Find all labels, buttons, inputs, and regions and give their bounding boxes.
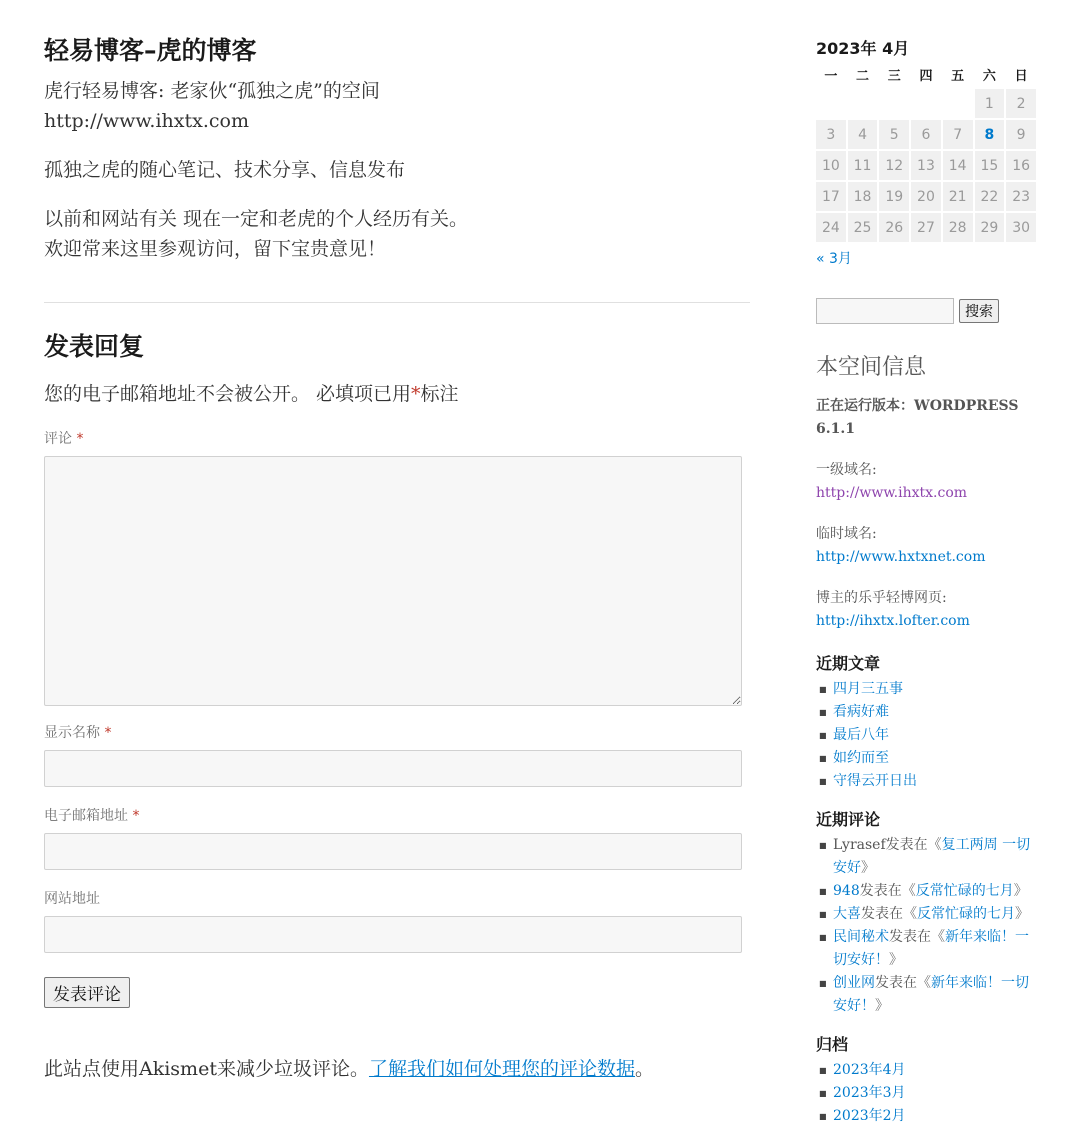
author-name-input[interactable] xyxy=(44,750,742,787)
calendar-day: 30 xyxy=(1006,213,1036,242)
comment-label-text: 评论 xyxy=(44,431,72,447)
reply-title: 发表回复 xyxy=(44,332,145,361)
domain2-block xyxy=(816,523,1038,569)
recent-posts-title: 近期文章 xyxy=(816,654,881,673)
version-text xyxy=(816,395,1038,441)
comment-end: 》 xyxy=(1015,906,1029,922)
domain2-label: 临时域名: xyxy=(816,526,877,542)
email-input[interactable] xyxy=(44,833,742,870)
sidebar xyxy=(816,30,1038,1142)
post-line: 欢迎常来这里参观访问，留下宝贵意见！ xyxy=(44,238,387,260)
website-input[interactable] xyxy=(44,916,742,953)
calendar-day: 20 xyxy=(911,182,941,211)
calendar-week xyxy=(816,182,1036,211)
required-mark: * xyxy=(76,431,84,447)
calendar-day: 7 xyxy=(943,120,973,149)
recent-post-link[interactable]: 看病好难 xyxy=(833,704,889,720)
calendar-day: 16 xyxy=(1006,151,1036,180)
calendar-day: 17 xyxy=(816,182,846,211)
calendar-day: 3 xyxy=(816,120,846,149)
calendar-day: 9 xyxy=(1006,120,1036,149)
domain1-label: 一级域名: xyxy=(816,462,877,478)
comment-mid: 发表在《 xyxy=(861,906,917,922)
domain1-block xyxy=(816,459,1038,505)
calendar-weekday: 三 xyxy=(887,68,901,84)
calendar-weekday: 一 xyxy=(824,68,838,84)
recent-post-link[interactable]: 四月三五事 xyxy=(833,681,903,697)
list-item xyxy=(816,926,1038,972)
calendar-day: 12 xyxy=(879,151,909,180)
archive-link[interactable]: 2023年4月 xyxy=(833,1062,906,1078)
calendar-day: 2 xyxy=(1006,89,1036,118)
calendar-day: 15 xyxy=(975,151,1005,180)
calendar-empty-cell xyxy=(943,89,973,118)
comment-post-link[interactable]: 反常忙碌的七月 xyxy=(915,883,1014,899)
version-label: 正在运行版本：WORDPRESS 6.1.1 xyxy=(816,398,1019,437)
calendar-day: 23 xyxy=(1006,182,1036,211)
comment-end: 》 xyxy=(875,998,889,1014)
calendar-empty-cell xyxy=(816,89,846,118)
comment-end: 》 xyxy=(1013,883,1028,899)
calendar-day: 21 xyxy=(943,182,973,211)
lofter-label: 博主的乐乎轻博网页: xyxy=(816,590,947,606)
calendar-day: 14 xyxy=(943,151,973,180)
archive-link[interactable]: 2023年3月 xyxy=(833,1085,906,1101)
domain2-link[interactable]: http://www.hxtxnet.com xyxy=(816,549,986,565)
comment-mid: 发表在《 xyxy=(885,837,942,853)
calendar-day: 28 xyxy=(943,213,973,242)
lofter-block xyxy=(816,587,1038,633)
calendar-day: 22 xyxy=(975,182,1005,211)
comment-author-link[interactable]: 大喜 xyxy=(833,906,861,922)
calendar-day: 19 xyxy=(879,182,909,211)
comment-post-link[interactable]: 复工两周 一切安好 xyxy=(833,837,1031,876)
post-line: 虎行轻易博客: 老家伙“孤独之虎”的空间 xyxy=(44,80,380,102)
notes-text: 您的电子邮箱地址不会被公开。 必填项已用 xyxy=(44,383,412,405)
calendar-day: 26 xyxy=(879,213,909,242)
comment-post-link[interactable]: 新年来临！一切安好！ xyxy=(833,975,1029,1014)
comment-author-link[interactable]: 创业网 xyxy=(833,975,875,991)
list-item xyxy=(816,972,1038,1018)
required-mark: * xyxy=(132,808,140,824)
calendar-week xyxy=(816,120,1036,149)
calendar-week xyxy=(816,213,1036,242)
post-body xyxy=(44,76,750,264)
site-info xyxy=(816,395,1038,633)
list-item xyxy=(816,701,1038,724)
calendar-day: 27 xyxy=(911,213,941,242)
url-label: 网站地址 xyxy=(44,891,100,907)
calendar-day: 10 xyxy=(816,151,846,180)
recent-post-link[interactable]: 最后八年 xyxy=(833,727,889,743)
calendar-day: 5 xyxy=(879,120,909,149)
name-label-text: 显示名称 xyxy=(44,725,100,741)
list-item xyxy=(816,903,1038,926)
calendar-weekday: 二 xyxy=(856,68,870,84)
recent-post-link[interactable]: 守得云开日出 xyxy=(833,773,917,789)
list-item xyxy=(816,747,1038,770)
calendar-empty-cell xyxy=(911,89,941,118)
list-item xyxy=(816,724,1038,747)
comment-end: 》 xyxy=(861,860,875,876)
calendar-weekday: 六 xyxy=(982,68,996,84)
post-paragraph xyxy=(44,155,750,185)
list-item xyxy=(816,1082,1038,1105)
submit-comment-button[interactable]: 发表评论 xyxy=(44,977,130,1008)
akismet-end: 。 xyxy=(634,1058,654,1080)
archives-list xyxy=(816,1059,1038,1128)
calendar-week xyxy=(816,89,1036,118)
calendar-day: 6 xyxy=(911,120,941,149)
comment-post-link[interactable]: 新年来临！一切安好！ xyxy=(833,929,1029,968)
recent-comments-list xyxy=(816,834,1038,1018)
calendar-table xyxy=(814,59,1038,244)
calendar-empty-cell xyxy=(879,89,909,118)
comment-mid: 发表在《 xyxy=(889,929,945,945)
recent-posts-list xyxy=(816,678,1038,793)
calendar-day: 1 xyxy=(975,89,1005,118)
comment-author: Lyrasef xyxy=(833,837,886,853)
comment-post-link[interactable]: 反常忙碌的七月 xyxy=(917,906,1015,922)
akismet-notice xyxy=(44,1054,750,1081)
archives-title: 归档 xyxy=(816,1035,849,1054)
comment-mid: 发表在《 xyxy=(859,883,916,899)
search-input[interactable] xyxy=(816,298,954,324)
post-line: 以前和网站有关 现在一定和老虎的个人经历有关。 xyxy=(44,208,469,230)
name-label xyxy=(44,722,750,742)
calendar-day: 24 xyxy=(816,213,846,242)
calendar-empty-cell xyxy=(848,89,878,118)
comment-author-link[interactable]: 948 xyxy=(833,883,860,899)
email-label-text: 电子邮箱地址 xyxy=(44,808,128,824)
comment-textarea[interactable] xyxy=(44,456,742,706)
calendar-day-link[interactable]: 8 xyxy=(975,120,1005,149)
required-mark: * xyxy=(411,383,421,405)
comment-author-link[interactable]: 民间秘术 xyxy=(833,929,889,945)
calendar-day: 13 xyxy=(911,151,941,180)
recent-comments-title: 近期评论 xyxy=(816,810,881,829)
calendar-week xyxy=(816,151,1036,180)
list-item xyxy=(816,678,1038,701)
site-info-title: 本空间信息 xyxy=(816,355,927,380)
list-item xyxy=(816,770,1038,793)
archive-link[interactable]: 2023年2月 xyxy=(833,1108,906,1124)
required-mark: * xyxy=(104,725,112,741)
akismet-text: 此站点使用Akismet来减少垃圾评论。 xyxy=(44,1058,369,1080)
calendar-day: 11 xyxy=(848,151,878,180)
post-line: 孤独之虎的随心笔记、技术分享、信息发布 xyxy=(44,159,406,181)
search-form xyxy=(816,298,1038,324)
list-item xyxy=(816,834,1038,880)
comment-label xyxy=(44,428,750,448)
calendar-day: 18 xyxy=(848,182,878,211)
domain1-link[interactable]: http://www.ihxtx.com xyxy=(816,485,968,501)
calendar-weekday: 五 xyxy=(951,68,965,84)
list-item xyxy=(816,1105,1038,1128)
email-label xyxy=(44,805,750,825)
calendar-weekday: 四 xyxy=(919,68,933,84)
main-content xyxy=(44,30,750,1081)
list-item xyxy=(816,1059,1038,1082)
calendar-weekday: 日 xyxy=(1014,68,1028,84)
calendar-caption: 2023年 4月 xyxy=(816,39,910,58)
notes-suffix: 标注 xyxy=(420,383,459,405)
divider xyxy=(44,302,750,303)
search-button[interactable]: 搜索 xyxy=(959,299,999,323)
calendar-day: 4 xyxy=(848,120,878,149)
calendar-prev-link[interactable]: « 3月 xyxy=(816,251,852,267)
comment-notes xyxy=(44,379,750,406)
post-title: 轻易博客–虎的博客 xyxy=(44,36,257,65)
comment-end: 》 xyxy=(889,952,903,968)
post-paragraph xyxy=(44,76,750,136)
recent-post-link[interactable]: 如约而至 xyxy=(833,750,889,766)
calendar-day: 25 xyxy=(848,213,878,242)
list-item xyxy=(816,880,1038,903)
lofter-link[interactable]: http://ihxtx.lofter.com xyxy=(816,613,970,629)
comment-mid: 发表在《 xyxy=(875,975,931,991)
privacy-link[interactable]: 了解我们如何处理您的评论数据 xyxy=(368,1058,635,1080)
calendar-day: 29 xyxy=(975,213,1005,242)
post-paragraph xyxy=(44,204,750,264)
post-line: http://www.ihxtx.com xyxy=(44,110,249,132)
